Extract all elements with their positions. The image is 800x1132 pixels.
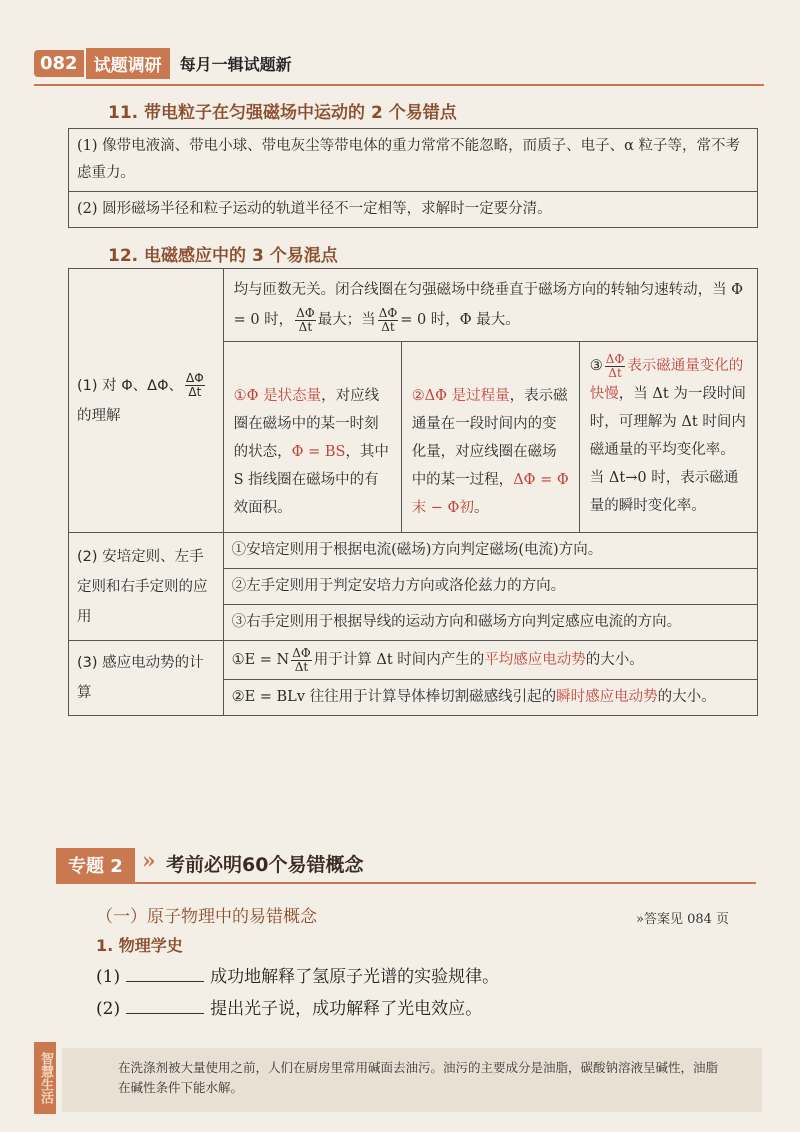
section-11-title: 11. 带电粒子在匀强磁场中运动的 2 个易错点 (108, 103, 457, 123)
question-2: (2) 提出光子说，成功解释了光电效应。 (96, 999, 483, 1019)
row3-label: (3) 感应电动势的计算 (69, 641, 224, 716)
row2-item-3: ③右手定则用于根据导线的运动方向和磁场方向判定感应电流的方向。 (223, 605, 757, 641)
topic-2-tag: 专题 2 (56, 848, 135, 882)
emf-fraction: $\frac{\Delta\Phi}{\Delta t}$ (292, 645, 311, 674)
double-chevron-icon: » (142, 848, 156, 874)
footer-text: 在洗涤剂被大量使用之前，人们在厨房里常用碱面去油污。油污的主要成分是油脂，碳酸钠溶液呈碱性，油脂在碱性条件下能水解。 (118, 1060, 719, 1095)
top-fraction-1: $\frac{\Delta\Phi}{\Delta t}$ (296, 305, 315, 334)
row2-label: (2) 安培定则、左手定则和右手定则的应用 (69, 533, 224, 641)
answer-blank-1[interactable] (126, 965, 204, 982)
row1-col3: ③ $\frac{\Delta\Phi}{\Delta t}$ 表示磁通量变化的快慢，当 Δt 为一段时间时，可理解为 Δt 时间内磁通量的平均变化率。当 Δt→0 时，表示磁通量的瞬时变化率。 (579, 342, 757, 533)
topic-2-title: 考前必明60个易错概念 (166, 854, 364, 876)
section-11-row-2: (2) 圆形磁场半径和粒子运动的轨道半径不一定相等，求解时一定要分清。 (69, 192, 758, 228)
row1-label (69, 269, 224, 533)
subsection-2-title: 1. 物理学史 (96, 936, 183, 955)
top-fraction-2: $\frac{\Delta\Phi}{\Delta t}$ (378, 305, 398, 334)
answer-blank-2[interactable] (126, 997, 204, 1014)
topic-divider (56, 882, 756, 884)
side-tab: 智慧生活 (34, 1042, 56, 1114)
row1-top-text: 均与匝数无关。闭合线圈在匀强磁场中绕垂直于磁场方向的转轴匀速转动，当 Φ = 0 时， $\frac{\Delta\Phi}{\Delta t}$ 最大；当 $\frac{\Delta\Phi}{\Delta t}$ = 0 时，Φ 最大。 (223, 269, 757, 342)
row1-col2: ②ΔΦ 是过程量，表示磁通量在一段时间内的变化量，对应线圈在磁场中的某一过程，ΔΦ = Φ末 − Φ初。 (401, 342, 579, 533)
section-11-table (68, 128, 758, 228)
column-name: 每月一辑试题新 (179, 54, 292, 74)
section-11-row-1: (1) 像带电液滴、带电小球、带电灰尘等带电体的重力常常不能忽略，而质子、电子、α 粒子等，常不考虑重力。 (69, 129, 758, 192)
page-number: 082 (34, 50, 84, 77)
section-12-table (68, 268, 758, 716)
section-12-title: 12. 电磁感应中的 3 个易混点 (108, 246, 338, 266)
row3-item-1: ①E = N $\frac{\Delta\Phi}{\Delta t}$ 用于计算 Δt 时间内产生的平均感应电动势的大小。 (223, 641, 757, 680)
row1-label-post: 的理解 (77, 407, 121, 424)
section-tag: 试题调研 (86, 48, 170, 79)
subsection-1-title: （一）原子物理中的易错概念 (96, 907, 317, 927)
page-header (34, 48, 292, 78)
row2-item-1: ①安培定则用于根据电流(磁场)方向判定磁场(电流)方向。 (223, 533, 757, 569)
row2-item-2: ②左手定则用于判定安培力方向或洛伦兹力的方向。 (223, 569, 757, 605)
row3-item-2: ②E = BLv 往往用于计算导体棒切割磁感线引起的瞬时感应电动势的大小。 (223, 680, 757, 716)
col3-fraction: $\frac{\Delta\Phi}{\Delta t}$ (605, 351, 625, 380)
row1-label-pre: (1) 对 Φ、ΔΦ、 (77, 377, 184, 394)
answer-reference: »答案见 084 页 (636, 912, 730, 927)
header-divider (34, 84, 764, 86)
row1-col1: ①Φ 是状态量，对应线圈在磁场中的某一时刻的状态，Φ = BS，其中 S 指线圈在磁场中的有效面积。 (223, 342, 401, 533)
row1-label-fraction: $\frac{\Delta\Phi}{\Delta t}$ (186, 371, 204, 399)
question-1: (1) 成功地解释了氢原子光谱的实验规律。 (96, 967, 500, 987)
